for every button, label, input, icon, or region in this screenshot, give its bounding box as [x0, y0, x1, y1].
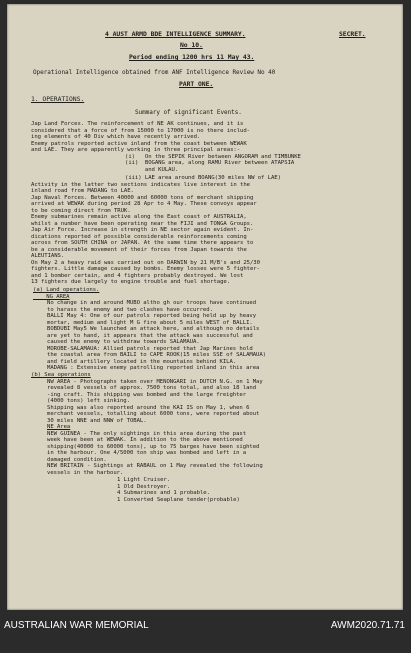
area-heading: NG AREA — [33, 293, 70, 300]
text-line: revealed 8 vessels of approx. 7500 tons total, and also 18 land — [47, 385, 257, 391]
text-line: (ii) BOGANG area, along RAMU River between ATAPSIA — [125, 160, 295, 166]
text-line: caused the enemy to withdraw towards SALAMAUA. — [47, 339, 200, 345]
text-line: NW AREA - Photographs taken over MENONGARI in DUTCH N.G. on 1 May — [47, 378, 263, 385]
text-line: Enemy patrols reported active inland from the coast between WEWAK — [31, 140, 247, 147]
text-line: BOBDUBI May5 We launched an attack here, and although no details — [47, 326, 260, 332]
text-line: NEW GUINEA - The only sightings in this area during the past — [47, 430, 247, 437]
text-line: -ing craft. This shipping was bombed and the large freighter — [47, 391, 247, 398]
text-line: damaged condition. — [47, 456, 107, 463]
document-title: 4 AUST ARMD BDE INTELLIGENCE SUMMARY. — [105, 30, 246, 38]
archive-name: AUSTRALIAN WAR MEMORIAL — [4, 620, 149, 631]
text-line: MADANG : Extensive enemy patrolling reported inland in this area — [47, 365, 260, 371]
text-line: Activity in the latter two sections indicates live interest in the — [31, 181, 250, 188]
text-line: in the harbour. One 4/5000 ton ship was bombed and left in a — [47, 450, 247, 456]
text-line: to be coming direct from TRUK. — [31, 207, 131, 214]
text-line: to harass the enemy and two clashes have occurred. — [47, 306, 213, 313]
text-line: and KULAU. — [125, 166, 179, 173]
vessel-list-item: 1 Light Cruiser. — [117, 477, 171, 483]
text-line: across from SOUTH CHINA or JAPAN. At the same time there appears to — [31, 240, 254, 246]
vessel-list-item: 4 Submarines and 1 probable. — [117, 490, 210, 496]
text-line: inland road from MADANG to LAE. — [31, 188, 134, 194]
text-line: (4000 tons) left sinking. — [47, 398, 130, 404]
period-line: Period ending 1200 hrs 11 May 43. — [129, 53, 255, 61]
text-line: and LAE. They are apparently working in three principal areas:- — [31, 147, 241, 153]
document-page — [7, 4, 403, 610]
text-line: dications reported of possible considerable reinforcements coming — [31, 233, 247, 240]
vessel-list-item: 1 Old Destroyer. — [117, 483, 171, 490]
subsection-heading: (b) Sea operations — [31, 372, 91, 378]
text-line: Shipping was also reported around the KAI IS on May 1, when 6 — [47, 404, 250, 411]
archive-reference: AWM2020.71.71 — [330, 620, 405, 631]
text-line: are yet to hand, it appears that the attack was successful and — [47, 332, 253, 339]
text-line: ing elements of 40 Div which have recently arrived. — [31, 134, 201, 140]
part-heading: PART ONE. — [179, 80, 214, 88]
text-line: 30 miles NNE and NNW of TOBAL. — [47, 417, 147, 424]
text-line: Jap Land Forces. The reinforcement of NE AK continues, and it is — [31, 121, 244, 127]
text-line: No change in and around MUBO altho gh our troops have continued — [47, 300, 257, 306]
text-line: and 1 bomber certain, and 4 fighters probably destroyed. We lost — [31, 272, 244, 279]
text-line: be a considerable movement of their forces from Japan towards the — [31, 246, 247, 253]
summary-heading: Summary of significant Events. — [135, 109, 242, 116]
text-line: whilst a number have been operating near the FIJI and TONGA Groups. — [31, 220, 254, 227]
section-heading: 1. OPERATIONS. — [31, 95, 85, 103]
text-line: MOROBE-SALAMAUA: Allied patrols reported that Jap Marines hold — [47, 345, 253, 352]
text-line: ALEUTIANS. — [31, 253, 65, 259]
text-line: (i) On the SEPIK River between ANGORAM and TIMBUNKE — [125, 153, 301, 160]
text-line: NEW BRITAIN - Sightings at RABAUL on 1 May revealed the following — [47, 463, 263, 469]
text-line: Jap Naval Forces. Between 40000 and 60000 tons of merchant shipping — [31, 194, 254, 201]
vessel-list-item: 1 Converted Seaplane tender(probable) — [117, 496, 240, 503]
source-note: Operational Intelligence obtained from ANF Intelligence Review No 40 — [33, 69, 276, 76]
text-line: shipping(40000 to 60000 tons), up to 75 barges have been sighted — [47, 443, 260, 450]
text-line: Enemy submarines remain active along the East coast of AUSTRALIA, — [31, 214, 247, 220]
text-line: week have been at WEWAK. In addition to the above mentioned — [47, 437, 243, 443]
text-line: Jap Air Force. Increase in strength in NE sector again evident. In- — [31, 227, 254, 233]
text-line: considered that a force of from 15000 to 17000 is no there includ- — [31, 127, 250, 134]
summary-number: No 10. — [180, 41, 203, 49]
text-line: and field artillery located in the mountains behind KILA. — [47, 358, 237, 365]
text-line: mortar, medium and light M G fire about 5 miles WEST of BALLI. — [47, 319, 253, 326]
text-line: arrived at WEWAK during period 28 Apr to 4 May. These convoys appear — [31, 201, 257, 207]
text-line: merchant vessels, totalling about 6000 tons, were reported about — [47, 411, 260, 417]
text-line: On May 2 a heavy raid was carried out on DARWIN by 21 M/B's and 25/30 — [31, 259, 260, 266]
subsection-heading: (a) Land operations. — [33, 287, 100, 293]
archive-footer — [0, 610, 411, 653]
text-line: the coastal area from BAILI to CAPE ROOK(15 miles SSE of SALAMAUA) — [47, 352, 266, 358]
classification-label: SECRET. — [339, 30, 366, 38]
text-line: vessels in the harbour. — [47, 469, 124, 476]
text-line: BALLI May 4: One of our patrols reported being held up by heavy — [47, 313, 257, 319]
area-heading: NE Area — [47, 424, 71, 430]
text-line: (iii) LAE area around BOANG(30 miles NW of LAE) — [125, 175, 281, 181]
text-line: fighters. Little damage caused by bombs. Enemy losses were 5 fighter- — [31, 266, 260, 272]
text-line: 13 fighters due largely to engine trouble and fuel shortage. — [31, 279, 231, 285]
